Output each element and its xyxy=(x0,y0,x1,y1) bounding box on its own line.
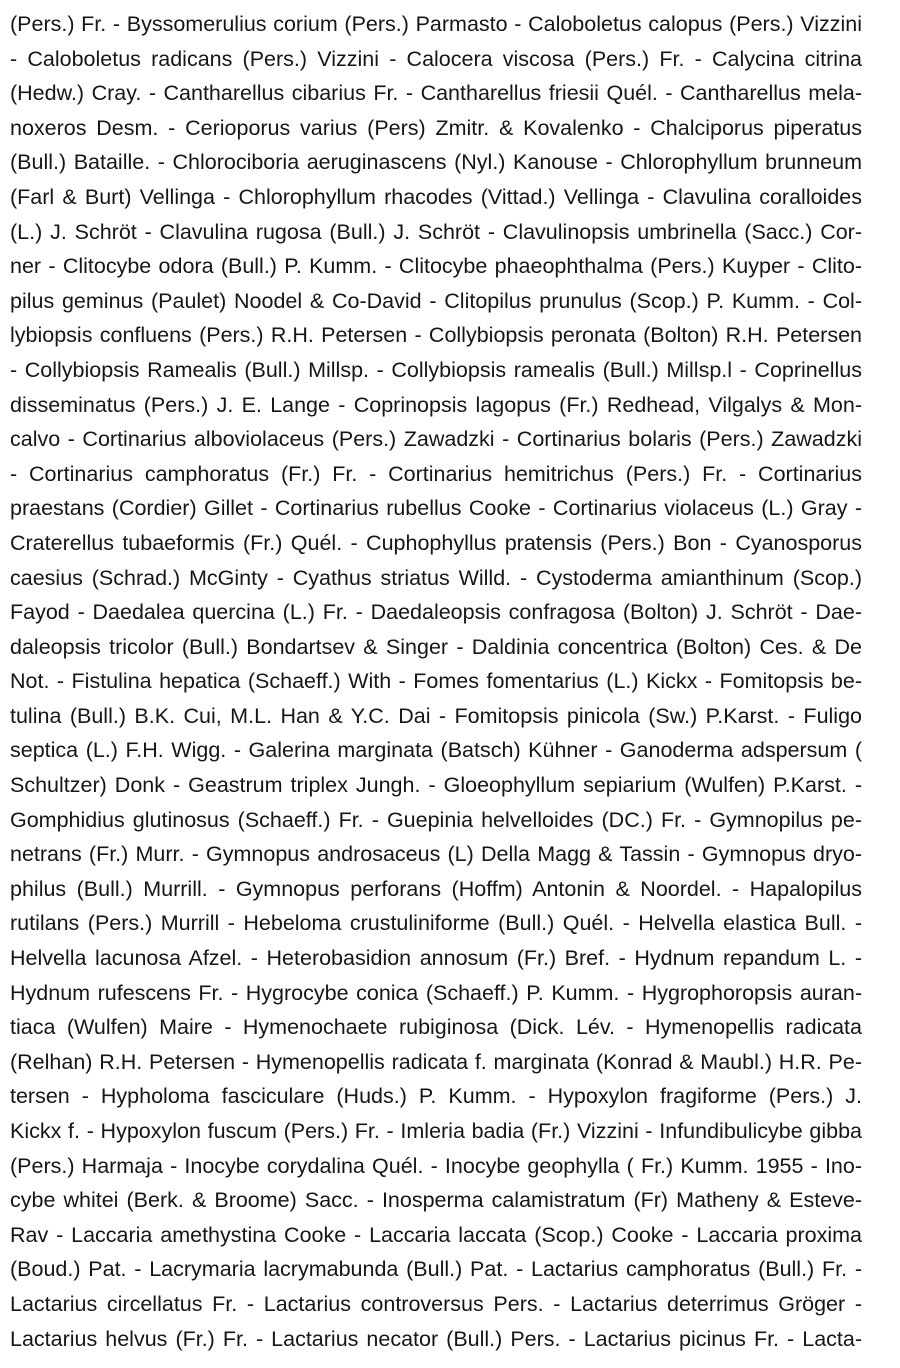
text-line: tersen - Hypholoma fasciculare (Huds.) P. Kumm. - Hypoxylon fragiforme (Pers.) J. xyxy=(10,1084,862,1109)
text-line: (Relhan) R.H. Petersen - Hymenopellis radicata f. marginata (Konrad & Maubl.) H.R. Pe- xyxy=(10,1049,862,1074)
text-line: lybiopsis confluens (Pers.) R.H. Petersen - Collybiopsis peronata (Bolton) R.H. Petersen xyxy=(10,323,862,348)
text-line: Helvella lacunosa Afzel. - Heterobasidion annosum (Fr.) Bref. - Hydnum repandum L. - xyxy=(10,946,862,971)
text-line: Fayod - Daedalea quercina (L.) Fr. - Daedaleopsis confragosa (Bolton) J. Schröt - Dae- xyxy=(10,600,862,625)
text-line: Not. - Fistulina hepatica (Schaeff.) With - Fomes fomentarius (L.) Kickx - Fomitopsis be- xyxy=(10,669,862,694)
text-line: Hydnum rufescens Fr. - Hygrocybe conica (Schaeff.) P. Kumm. - Hygrophoropsis auran- xyxy=(10,980,862,1005)
text-line: Kickx f. - Hypoxylon fuscum (Pers.) Fr. - Imleria badia (Fr.) Vizzini - Infundibulicybe gibba xyxy=(10,1119,862,1143)
text-line: philus (Bull.) Murrill. - Gymnopus perforans (Hoffm) Antonin & Noordel. - Hapalopilus xyxy=(10,876,862,901)
text-line: (Farl & Burt) Vellinga - Chlorophyllum rhacodes (Vittad.) Vellinga - Clavulina coralloides xyxy=(10,184,862,209)
text-line: Craterellus tubaeformis (Fr.) Quél. - Cuphophyllus pratensis (Pers.) Bon - Cyanosporus xyxy=(10,530,862,555)
text-line: calvo - Cortinarius alboviolaceus (Pers.) Zawadzki - Cortinarius bolaris (Pers.) Zawadzki xyxy=(10,427,862,452)
text-line: ner - Clitocybe odora (Bull.) P. Kumm. - Clitocybe phaeophthalma (Pers.) Kuyper - Clito- xyxy=(10,254,862,279)
text-line: rutilans (Pers.) Murrill - Hebeloma crustuliniforme (Bull.) Quél. - Helvella elastica Bull. - xyxy=(10,911,862,936)
text-line: netrans (Fr.) Murr. - Gymnopus androsaceus (L) Della Magg & Tassin - Gymnopus dryo- xyxy=(10,842,862,867)
text-line: disseminatus (Pers.) J. E. Lange - Coprinopsis lagopus (Fr.) Redhead, Vilgalys & Mon- xyxy=(10,392,862,417)
text-line: Schultzer) Donk - Geastrum triplex Jungh. - Gloeophyllum sepiarium (Wulfen) P.Karst. - xyxy=(10,773,862,798)
text-line: septica (L.) F.H. Wigg. - Galerina marginata (Batsch) Kühner - Ganoderma adspersum ( xyxy=(10,738,862,763)
text-line: - Collybiopsis Ramealis (Bull.) Millsp. - Collybiopsis ramealis (Bull.) Millsp.l - Coprinellus xyxy=(10,357,862,382)
text-line: tulina (Bull.) B.K. Cui, M.L. Han & Y.C. Dai - Fomitopsis pinicola (Sw.) P.Karst. - Fuligo xyxy=(10,703,862,728)
text-line: - Caloboletus radicans (Pers.) Vizzini - Calocera viscosa (Pers.) Fr. - Calycina citrina xyxy=(10,46,862,71)
text-line: noxeros Desm. - Cerioporus varius (Pers) Zmitr. & Kovalenko - Chalciporus piperatus xyxy=(10,115,862,140)
text-line: (Pers.) Harmaja - Inocybe corydalina Quél. - Inocybe geophylla ( Fr.) Kumm. 1955 - Ino- xyxy=(10,1153,862,1178)
text-line: Lactarius circellatus Fr. - Lactarius controversus Pers. - Lactarius deterrimus Gröger - xyxy=(10,1291,862,1316)
text-line: (Bull.) Bataille. - Chlorociboria aeruginascens (Nyl.) Kanouse - Chlorophyllum brunneum xyxy=(10,150,862,175)
text-line: (Boud.) Pat. - Lacrymaria lacrymabunda (Bull.) Pat. - Lactarius camphoratus (Bull.) Fr. - xyxy=(10,1257,862,1282)
text-line: caesius (Schrad.) McGinty - Cyathus striatus Willd. - Cystoderma amianthinum (Scop.) xyxy=(10,565,862,590)
text-line: daleopsis tricolor (Bull.) Bondartsev & Singer - Daldinia concentrica (Bolton) Ces. & De xyxy=(10,634,862,659)
text-line: tiaca (Wulfen) Maire - Hymenochaete rubiginosa (Dick. Lév. - Hymenopellis radicata xyxy=(10,1015,862,1040)
text-line: praestans (Cordier) Gillet - Cortinarius rubellus Cooke - Cortinarius violaceus (L.) Gray - xyxy=(10,496,862,521)
text-line: (Pers.) Fr. - Byssomerulius corium (Pers.) Parmasto - Caloboletus calopus (Pers.) Vizzini xyxy=(10,12,862,36)
text-line: Rav - Laccaria amethystina Cooke - Laccaria laccata (Scop.) Cooke - Laccaria proxima xyxy=(10,1222,862,1247)
text-line: (Hedw.) Cray. - Cantharellus cibarius Fr. - Cantharellus friesii Quél. - Cantharellus mela- xyxy=(10,81,862,106)
text-line: cybe whitei (Berk. & Broome) Sacc. - Inosperma calamistratum (Fr) Matheny & Esteve- xyxy=(10,1188,862,1213)
text-line: - Cortinarius camphoratus (Fr.) Fr. - Cortinarius hemitrichus (Pers.) Fr. - Cortinarius xyxy=(10,461,862,486)
text-line: Lactarius helvus (Fr.) Fr. - Lactarius necator (Bull.) Pers. - Lactarius picinus Fr. - Lacta- xyxy=(10,1326,862,1351)
text-line: (L.) J. Schröt - Clavulina rugosa (Bull.) J. Schröt - Clavulinopsis umbrinella (Sacc.) Cor- xyxy=(10,219,862,244)
text-line: pilus geminus (Paulet) Noodel & Co-David - Clitopilus prunulus (Scop.) P. Kumm. - Col- xyxy=(10,288,862,313)
text-line: Gomphidius glutinosus (Schaeff.) Fr. - Guepinia helvelloides (DC.) Fr. - Gymnopilus pe- xyxy=(10,807,862,832)
species-list-text xyxy=(10,7,862,1356)
